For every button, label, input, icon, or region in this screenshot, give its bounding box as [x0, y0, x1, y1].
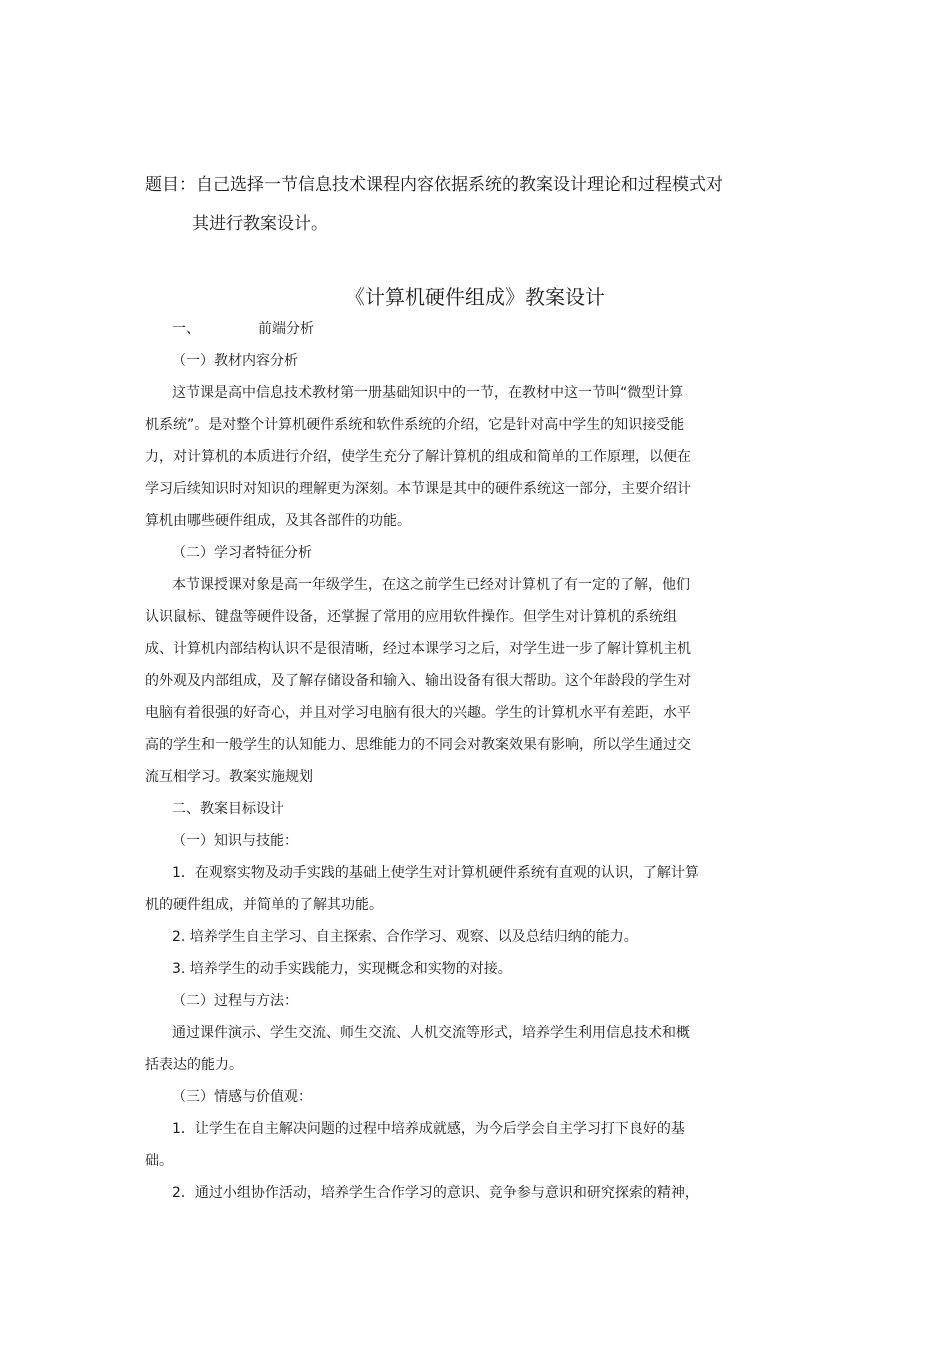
section-heading-1 — [172, 318, 314, 340]
paragraph-line: 算机由哪些硬件组成，及其各部件的功能。 — [145, 513, 411, 529]
paragraph-line: 电脑有着很强的好奇心，并且对学习电脑有很大的兴趣。学生的计算机水平有差距，水平 — [145, 705, 691, 721]
list-item-continuation: 机的硬件组成，并简单的了解其功能。 — [145, 897, 383, 913]
paragraph-line: 力，对计算机的本质进行介绍，使学生充分了解计算机的组成和简单的工作原理，以便在 — [145, 449, 691, 465]
paragraph-line: 这节课是高中信息技术教材第一册基础知识中的一节，在教材中这一节叫“微型计算 — [172, 385, 684, 401]
list-item: 3. 培养学生的动手实践能力，实现概念和实物的对接。 — [172, 961, 512, 977]
paragraph-line: 的外观及内部组成，及了解存储设备和输入、输出设备有很大帮助。这个年龄段的学生对 — [145, 673, 691, 689]
paragraph-line: 学习后续知识时对知识的理解更为深刻。本节课是其中的硬件系统这一部分，主要介绍计 — [145, 481, 691, 497]
list-item-continuation: 础。 — [145, 1153, 173, 1169]
section-heading-2: 二、教案目标设计 — [172, 801, 284, 817]
section-label: 前端分析 — [258, 321, 314, 337]
subsection-heading: （二）过程与方法： — [172, 993, 298, 1009]
subsection-heading: （一）教材内容分析 — [172, 353, 298, 369]
paragraph-line: 流互相学习。教案实施规划 — [145, 769, 313, 785]
paragraph-line: 机系统”。是对整个计算机硬件系统和软件系统的介绍，它是针对高中学生的知识接受能 — [145, 417, 685, 433]
paragraph-line: 高的学生和一般学生的认知能力、思维能力的不同会对教案效果有影响，所以学生通过交 — [145, 737, 691, 753]
paragraph-line: 本节课授课对象是高一年级学生，在这之前学生已经对计算机了有一定的了解，他们 — [172, 577, 690, 593]
list-item: 2．通过小组协作活动，培养学生合作学习的意识、竞争参与意识和研究探索的精神， — [172, 1185, 699, 1201]
paragraph-line: 通过课件演示、学生交流、师生交流、人机交流等形式，培养学生利用信息技术和概 — [172, 1025, 690, 1041]
list-item: 2. 培养学生自主学习、自主探索、合作学习、观察、以及总结归纳的能力。 — [172, 929, 638, 945]
assignment-line-1: 题目：自己选择一节信息技术课程内容依据系统的教案设计理论和过程模式对 — [145, 175, 723, 195]
subsection-heading: （二）学习者特征分析 — [172, 545, 312, 561]
assignment-line-2: 其进行教案设计。 — [192, 214, 328, 234]
paragraph-line: 括表达的能力。 — [145, 1057, 243, 1073]
subsection-heading: （一）知识与技能： — [172, 833, 298, 849]
section-number: 一、 — [172, 321, 200, 337]
paragraph-line: 认识鼠标、键盘等硬件设备，还掌握了常用的应用软件操作。但学生对计算机的系统组 — [145, 609, 677, 625]
document-title: 《计算机硬件组成》教案设计 — [345, 285, 605, 309]
subsection-heading: （三）情感与价值观： — [172, 1089, 312, 1105]
list-item: 1．在观察实物及动手实践的基础上使学生对计算机硬件系统有直观的认识，了解计算 — [172, 865, 699, 881]
paragraph-line: 成、计算机内部结构认识不是很清晰，经过本课学习之后，对学生进一步了解计算机主机 — [145, 641, 691, 657]
list-item: 1．让学生在自主解决问题的过程中培养成就感，为今后学会自主学习打下良好的基 — [172, 1121, 685, 1137]
